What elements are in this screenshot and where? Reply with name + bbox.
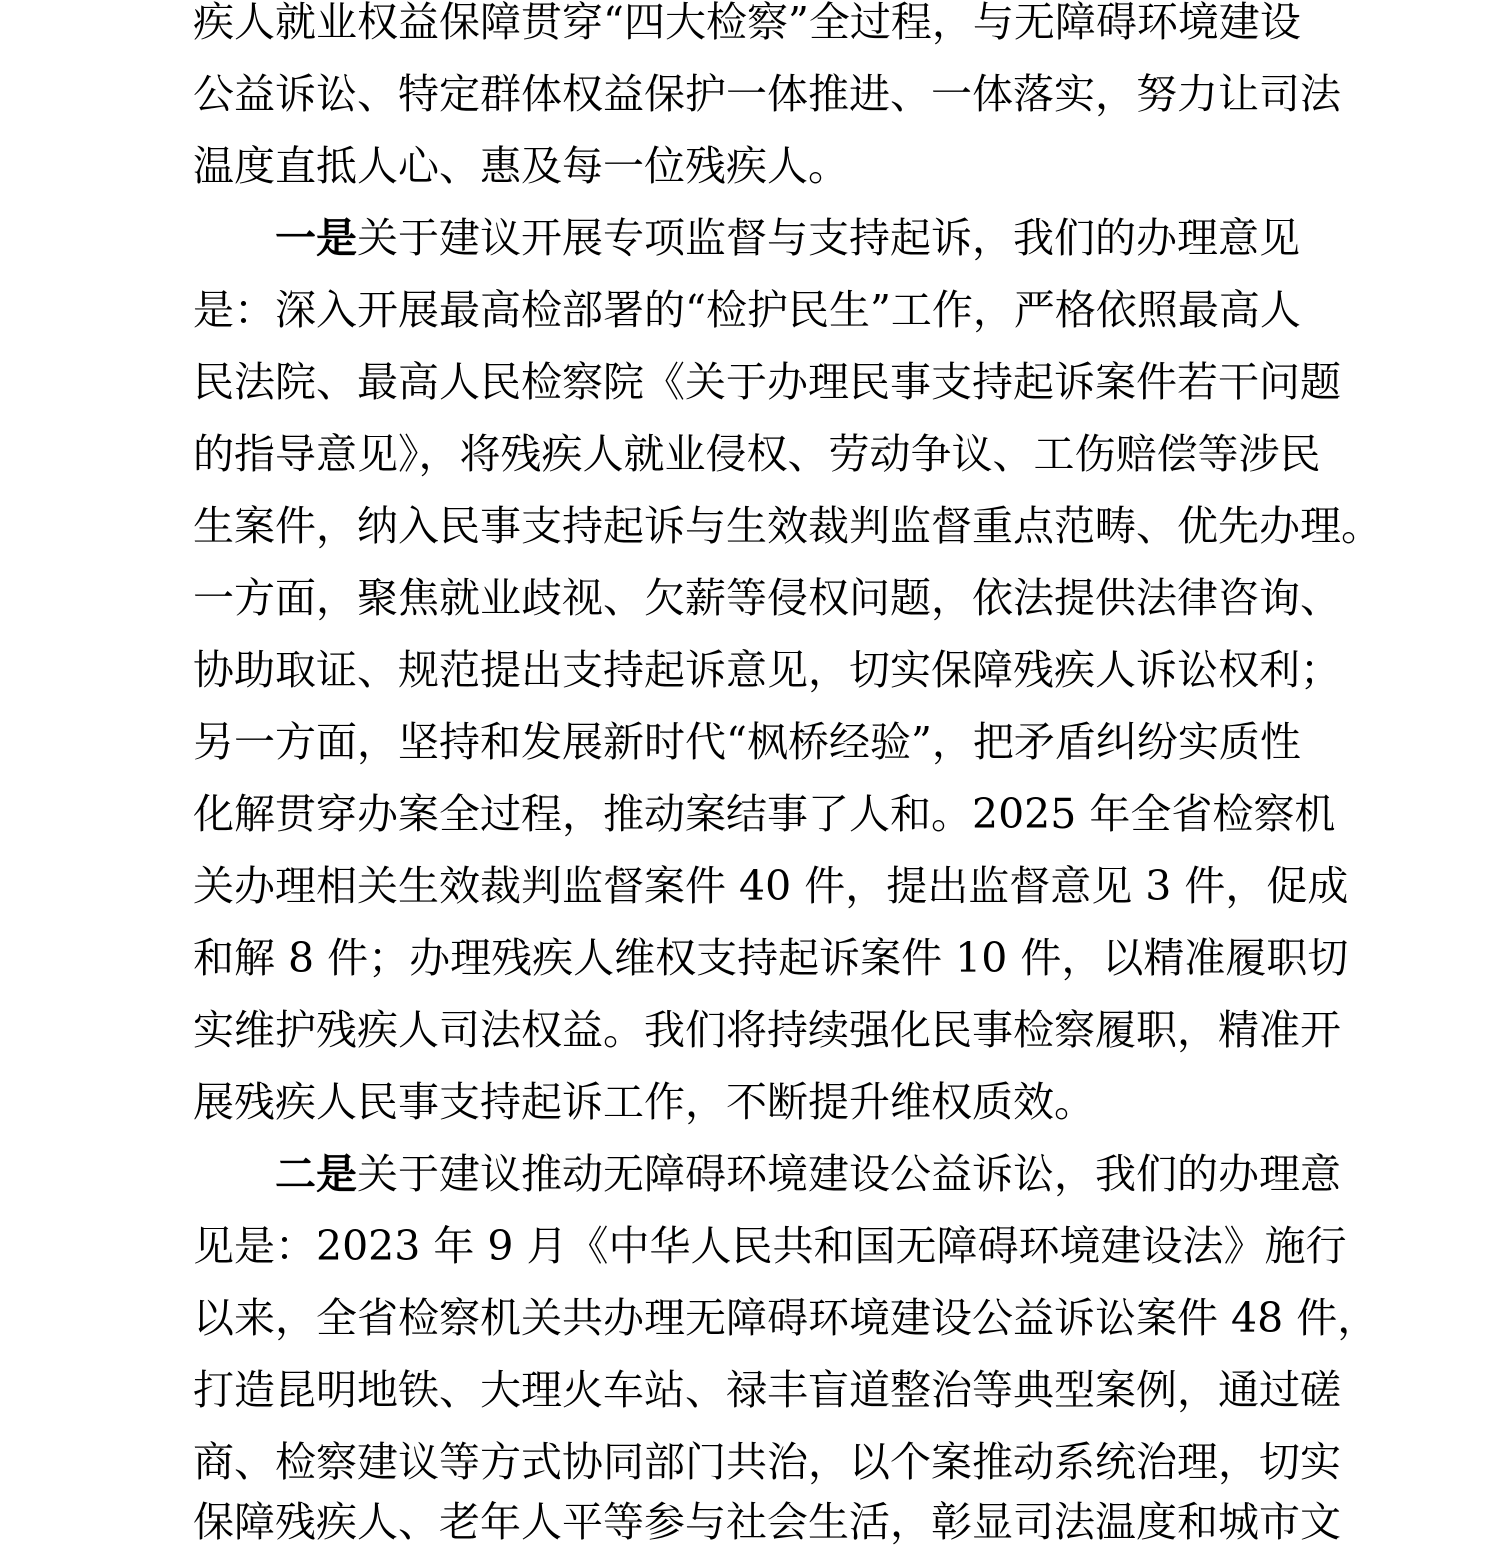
text-line: 展残疾人民事支持起诉工作，不断提升维权质效。 [193,1078,1095,1126]
text-line: 生案件，纳入民事支持起诉与生效裁判监督重点范畴、优先办理。 [193,502,1382,550]
text-line: 疾人就业权益保障贯穿“四大检察”全过程，与无障碍环境建设 [193,0,1301,46]
paragraph-one-first-line [193,208,1300,268]
text-line: 的指导意见》，将残疾人就业侵权、劳动争议、工伤赔偿等涉民 [193,430,1321,478]
text-line: 另一方面，坚持和发展新时代“枫桥经验”，把矛盾纠纷实质性 [193,718,1301,766]
text-line: 关办理相关生效裁判监督案件 40 件，提出监督意见 3 件，促成 [193,862,1349,910]
text-line: 实维护残疾人司法权益。我们将持续强化民事检察履职，精准开 [193,1006,1341,1054]
text-line: 商、检察建议等方式协同部门共治，以个案推动系统治理，切实 [193,1438,1341,1486]
text-span: 关于建议开展专项监督与支持起诉，我们的办理意见 [357,214,1300,262]
text-line: 化解贯穿办案全过程，推动案结事了人和。2025 年全省检察机 [193,790,1336,838]
text-line: 公益诉讼、特定群体权益保护一体推进、一体落实，努力让司法 [193,70,1341,118]
paragraph-one-lead: 一是 [275,214,357,262]
paragraph-two-lead: 二是 [275,1150,357,1198]
text-line: 一方面，聚焦就业歧视、欠薪等侵权问题，依法提供法律咨询、 [193,574,1341,622]
text-line: 见是：2023 年 9 月《中华人民共和国无障碍环境建设法》施行 [193,1222,1347,1270]
text-line: 温度直抵人心、惠及每一位残疾人。 [193,142,849,190]
text-line: 以来，全省检察机关共办理无障碍环境建设公益诉讼案件 48 件， [193,1294,1379,1342]
text-line: 打造昆明地铁、大理火车站、禄丰盲道整治等典型案例，通过磋 [193,1366,1341,1414]
text-line: 民法院、最高人民检察院《关于办理民事支持起诉案件若干问题 [193,358,1341,406]
paragraph-two-first-line [193,1144,1341,1204]
text-line: 是：深入开展最高检部署的“检护民生”工作，严格依照最高人 [193,286,1301,334]
text-line: 保障残疾人、老年人平等参与社会生活，彰显司法温度和城市文 [193,1498,1341,1546]
text-span: 关于建议推动无障碍环境建设公益诉讼，我们的办理意 [357,1150,1341,1198]
text-line: 和解 8 件；办理残疾人维权支持起诉案件 10 件，以精准履职切 [193,934,1349,982]
text-line: 协助取证、规范提出支持起诉意见，切实保障残疾人诉讼权利； [193,646,1341,694]
